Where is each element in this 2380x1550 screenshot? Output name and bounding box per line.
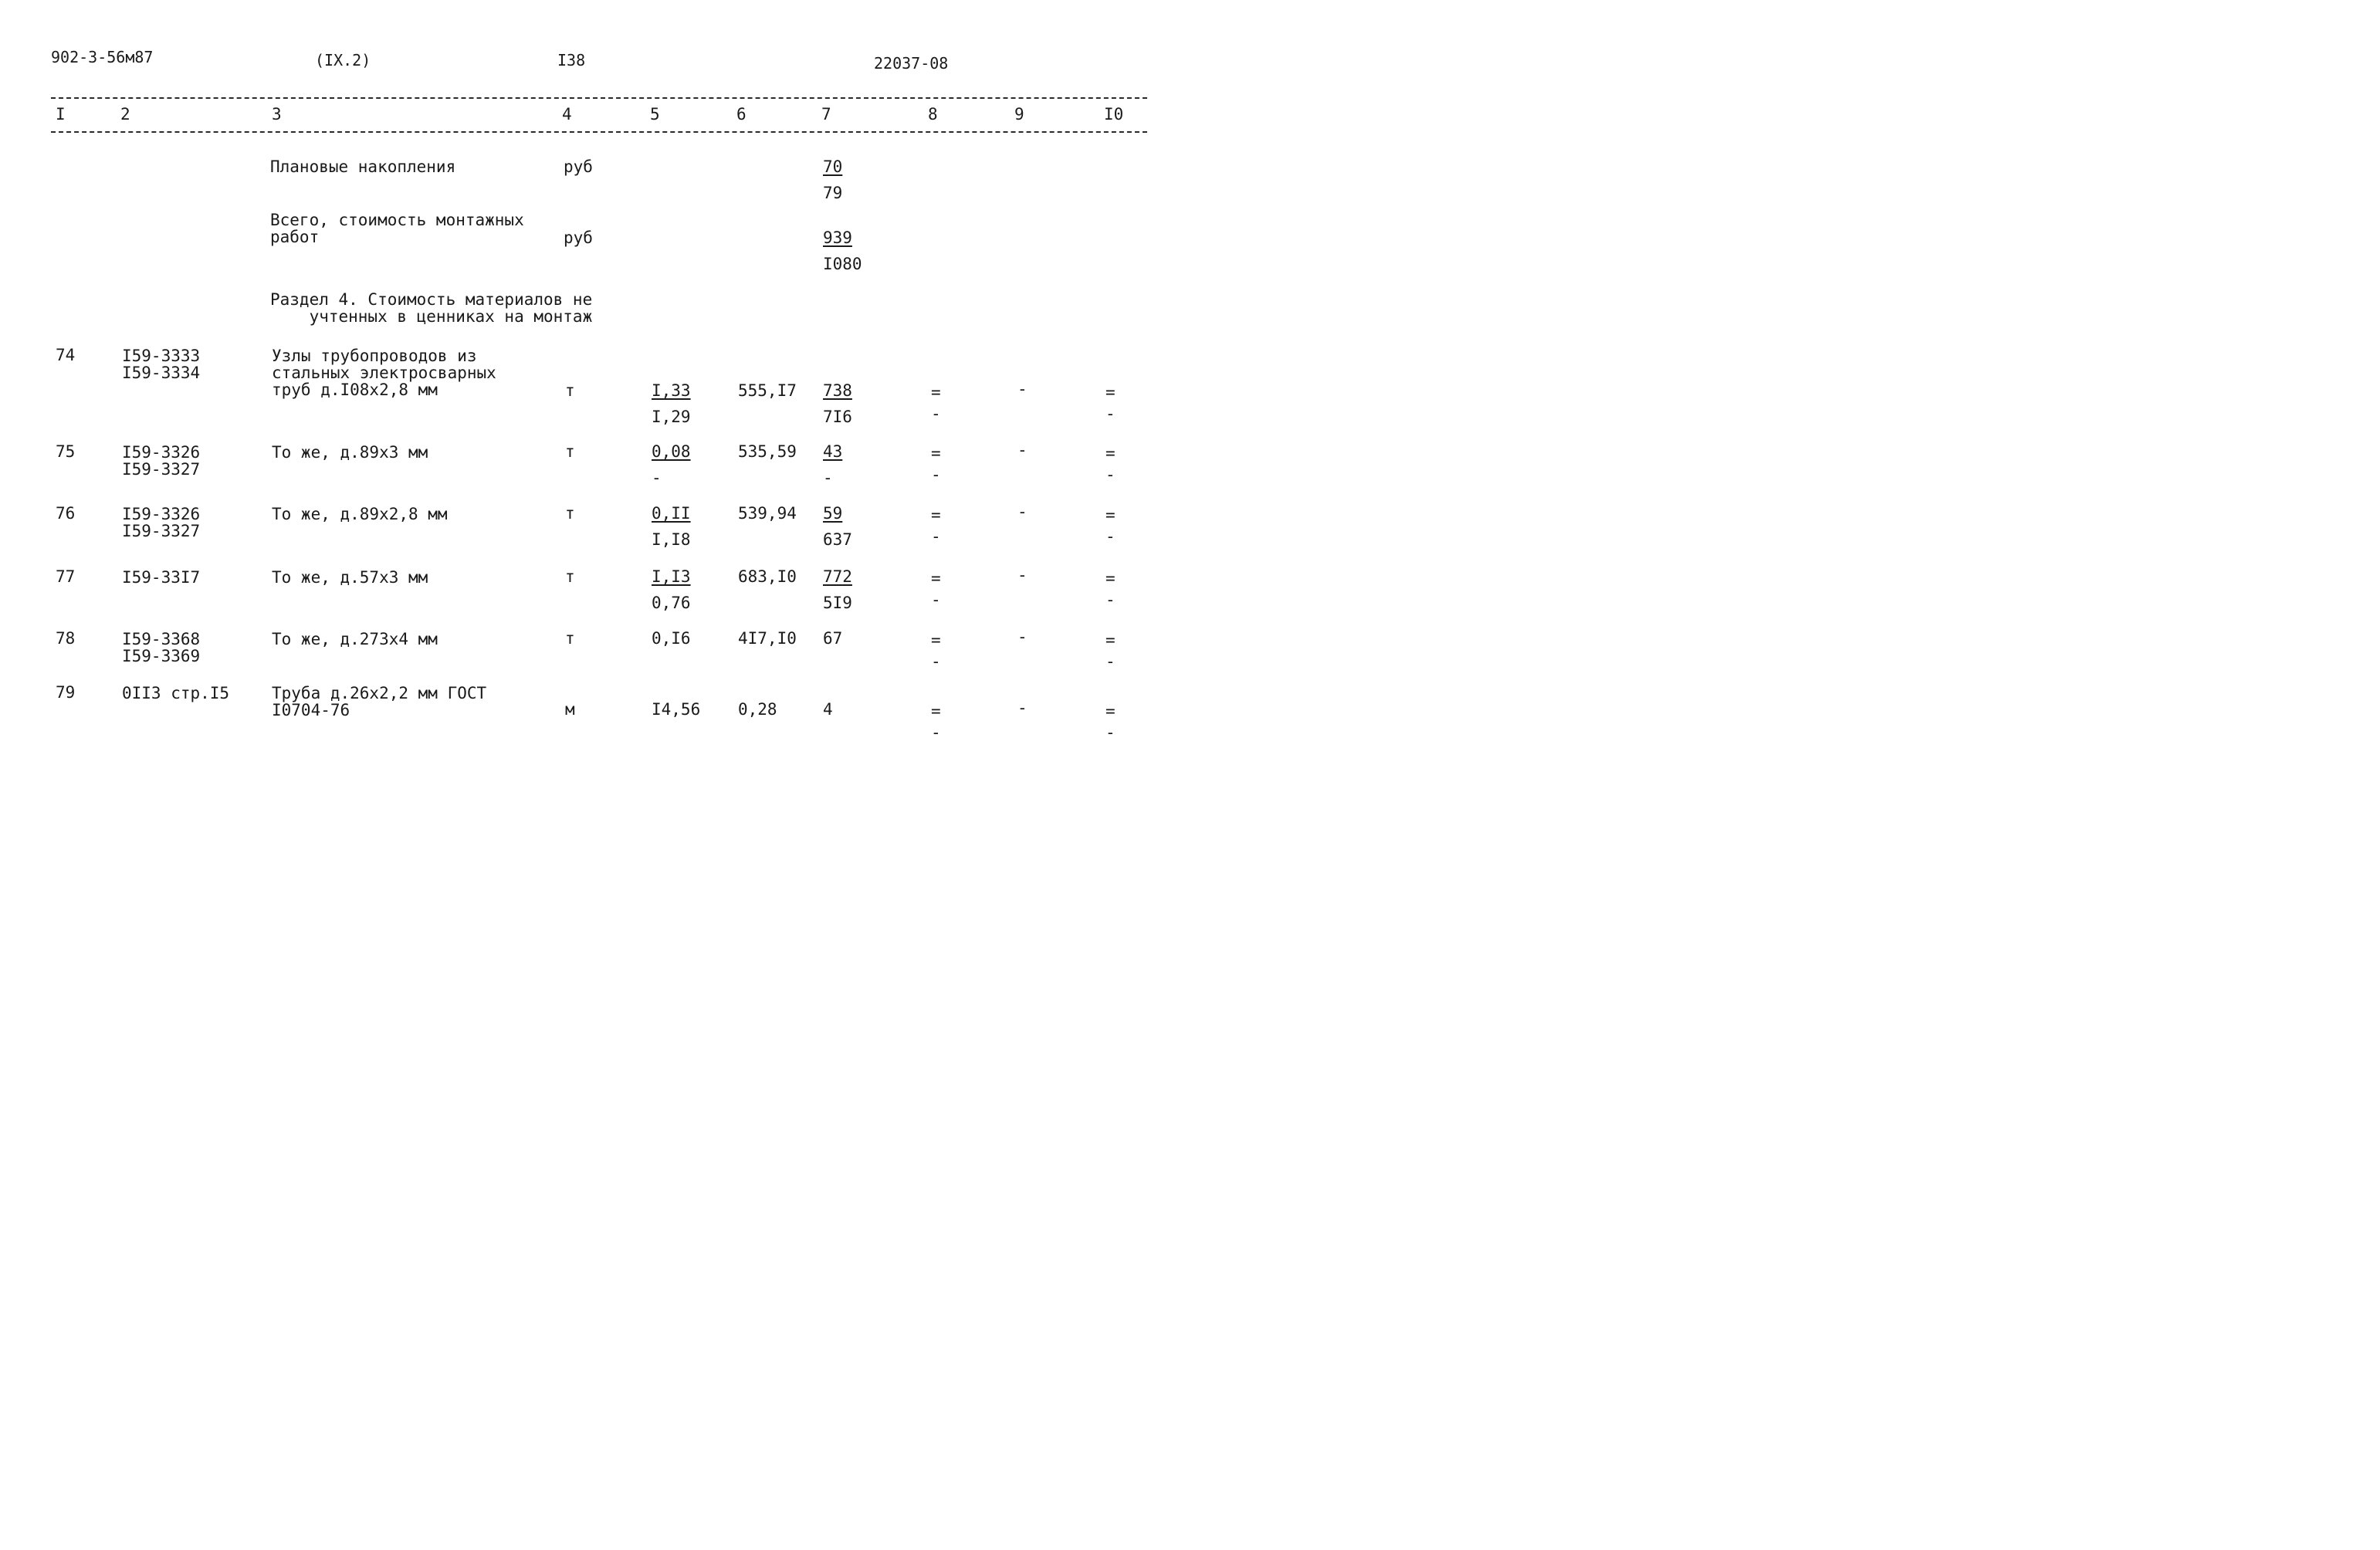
unit-price: 535,59 bbox=[738, 442, 797, 461]
column-number: 8 bbox=[928, 105, 938, 124]
col10-top: = bbox=[1105, 702, 1116, 720]
column-number: 9 bbox=[1014, 105, 1024, 124]
col8-top: = bbox=[931, 383, 941, 401]
summary-total-top: 70 bbox=[823, 157, 843, 176]
col8-bottom: - bbox=[931, 527, 941, 546]
row-number: 78 bbox=[56, 629, 76, 648]
summary-total-bottom: 79 bbox=[823, 184, 843, 202]
total-top: 738 bbox=[823, 381, 852, 400]
unit-price: 0,28 bbox=[738, 700, 777, 719]
quantity-top: I4,56 bbox=[652, 700, 701, 719]
col9: - bbox=[1017, 699, 1027, 717]
total-bottom: - bbox=[823, 469, 833, 487]
col8-bottom: - bbox=[931, 404, 941, 423]
total-top: 772 bbox=[823, 567, 852, 586]
item-name: Труба д.26x2,2 мм ГОСТ I0704-76 bbox=[272, 684, 487, 719]
unit-price: 555,I7 bbox=[738, 381, 797, 400]
quantity-top: I,I3 bbox=[652, 567, 691, 586]
column-number: 3 bbox=[272, 105, 282, 124]
col10-top: = bbox=[1105, 631, 1116, 649]
header-rule-top bbox=[51, 97, 1147, 99]
price-code: I59-3326 I59-3327 bbox=[122, 443, 201, 479]
column-number: 4 bbox=[562, 105, 572, 124]
col8-top: = bbox=[931, 569, 941, 587]
column-number: 6 bbox=[736, 105, 747, 124]
col10-top: = bbox=[1105, 383, 1116, 401]
summary-label: Всего, стоимость монтажных работ bbox=[270, 211, 524, 246]
unit: м bbox=[565, 700, 575, 719]
col8-top: = bbox=[931, 444, 941, 462]
item-name: Узлы трубопроводов из стальных электросварных труб д.I08x2,8 мм bbox=[272, 347, 496, 399]
quantity-bottom: - bbox=[652, 469, 662, 487]
price-code: I59-3333 I59-3334 bbox=[122, 347, 201, 382]
estimate-page bbox=[0, 0, 1190, 775]
total-bottom: 637 bbox=[823, 530, 852, 549]
col8-bottom: - bbox=[931, 591, 941, 609]
unit: т bbox=[565, 504, 575, 523]
col9: - bbox=[1017, 441, 1027, 459]
row-number: 79 bbox=[56, 683, 76, 702]
col10-top: = bbox=[1105, 444, 1116, 462]
document-code: 22037-08 bbox=[874, 54, 949, 73]
project-number: 902-3-56м87 bbox=[51, 48, 154, 66]
col10-bottom: - bbox=[1105, 652, 1116, 671]
price-code: I59-3326 I59-3327 bbox=[122, 505, 201, 540]
item-name: То же, д.89x2,8 мм bbox=[272, 505, 448, 523]
quantity-top: I,33 bbox=[652, 381, 691, 400]
col10-top: = bbox=[1105, 569, 1116, 587]
row-number: 76 bbox=[56, 504, 76, 523]
col8-top: = bbox=[931, 506, 941, 524]
column-number: I0 bbox=[1104, 105, 1124, 124]
col8-top: = bbox=[931, 631, 941, 649]
row-number: 75 bbox=[56, 442, 76, 461]
col8-top: = bbox=[931, 702, 941, 720]
row-number: 74 bbox=[56, 346, 76, 364]
total-bottom: 7I6 bbox=[823, 408, 852, 426]
col8-bottom: - bbox=[931, 465, 941, 484]
price-code: 0II3 стр.I5 bbox=[122, 684, 230, 702]
price-code: I59-33I7 bbox=[122, 568, 201, 587]
item-name: То же, д.89x3 мм bbox=[272, 443, 428, 462]
quantity-bottom: I,29 bbox=[652, 408, 691, 426]
unit: т bbox=[565, 442, 575, 461]
item-name: То же, д.57x3 мм bbox=[272, 568, 428, 587]
unit: т bbox=[565, 629, 575, 648]
col10-top: = bbox=[1105, 506, 1116, 524]
column-number: 5 bbox=[650, 105, 660, 124]
total-top: 67 bbox=[823, 629, 843, 648]
unit-price: 683,I0 bbox=[738, 567, 797, 586]
column-number: I bbox=[56, 105, 66, 124]
price-code: I59-3368 I59-3369 bbox=[122, 630, 201, 665]
summary-total-bottom: I080 bbox=[823, 255, 862, 273]
col9: - bbox=[1017, 380, 1027, 398]
total-top: 4 bbox=[823, 700, 833, 719]
col8-bottom: - bbox=[931, 652, 941, 671]
section-marker: (IX.2) bbox=[315, 51, 371, 69]
unit-price: 4I7,I0 bbox=[738, 629, 797, 648]
col10-bottom: - bbox=[1105, 404, 1116, 423]
summary-total-top: 939 bbox=[823, 228, 852, 247]
col8-bottom: - bbox=[931, 723, 941, 742]
section-title: Раздел 4. Стоимость материалов не учтенных в ценниках на монтаж bbox=[270, 290, 593, 326]
col9: - bbox=[1017, 566, 1027, 584]
quantity-top: 0,I6 bbox=[652, 629, 691, 648]
summary-label: Плановые накопления bbox=[270, 157, 456, 176]
unit-price: 539,94 bbox=[738, 504, 797, 523]
col10-bottom: - bbox=[1105, 527, 1116, 546]
col10-bottom: - bbox=[1105, 465, 1116, 484]
quantity-bottom: 0,76 bbox=[652, 594, 691, 612]
item-name: То же, д.273x4 мм bbox=[272, 630, 438, 648]
unit: т bbox=[565, 381, 575, 400]
col9: - bbox=[1017, 628, 1027, 646]
column-number: 7 bbox=[821, 105, 831, 124]
total-top: 59 bbox=[823, 504, 843, 523]
summary-unit: руб bbox=[564, 157, 593, 176]
col9: - bbox=[1017, 503, 1027, 521]
page-number: I38 bbox=[557, 51, 586, 69]
row-number: 77 bbox=[56, 567, 76, 586]
unit: т bbox=[565, 567, 575, 586]
col10-bottom: - bbox=[1105, 591, 1116, 609]
header-rule-bottom bbox=[51, 131, 1147, 133]
column-number: 2 bbox=[120, 105, 130, 124]
total-bottom: 5I9 bbox=[823, 594, 852, 612]
quantity-top: 0,II bbox=[652, 504, 691, 523]
total-top: 43 bbox=[823, 442, 843, 461]
summary-unit: руб bbox=[564, 228, 593, 247]
col10-bottom: - bbox=[1105, 723, 1116, 742]
quantity-top: 0,08 bbox=[652, 442, 691, 461]
quantity-bottom: I,I8 bbox=[652, 530, 691, 549]
